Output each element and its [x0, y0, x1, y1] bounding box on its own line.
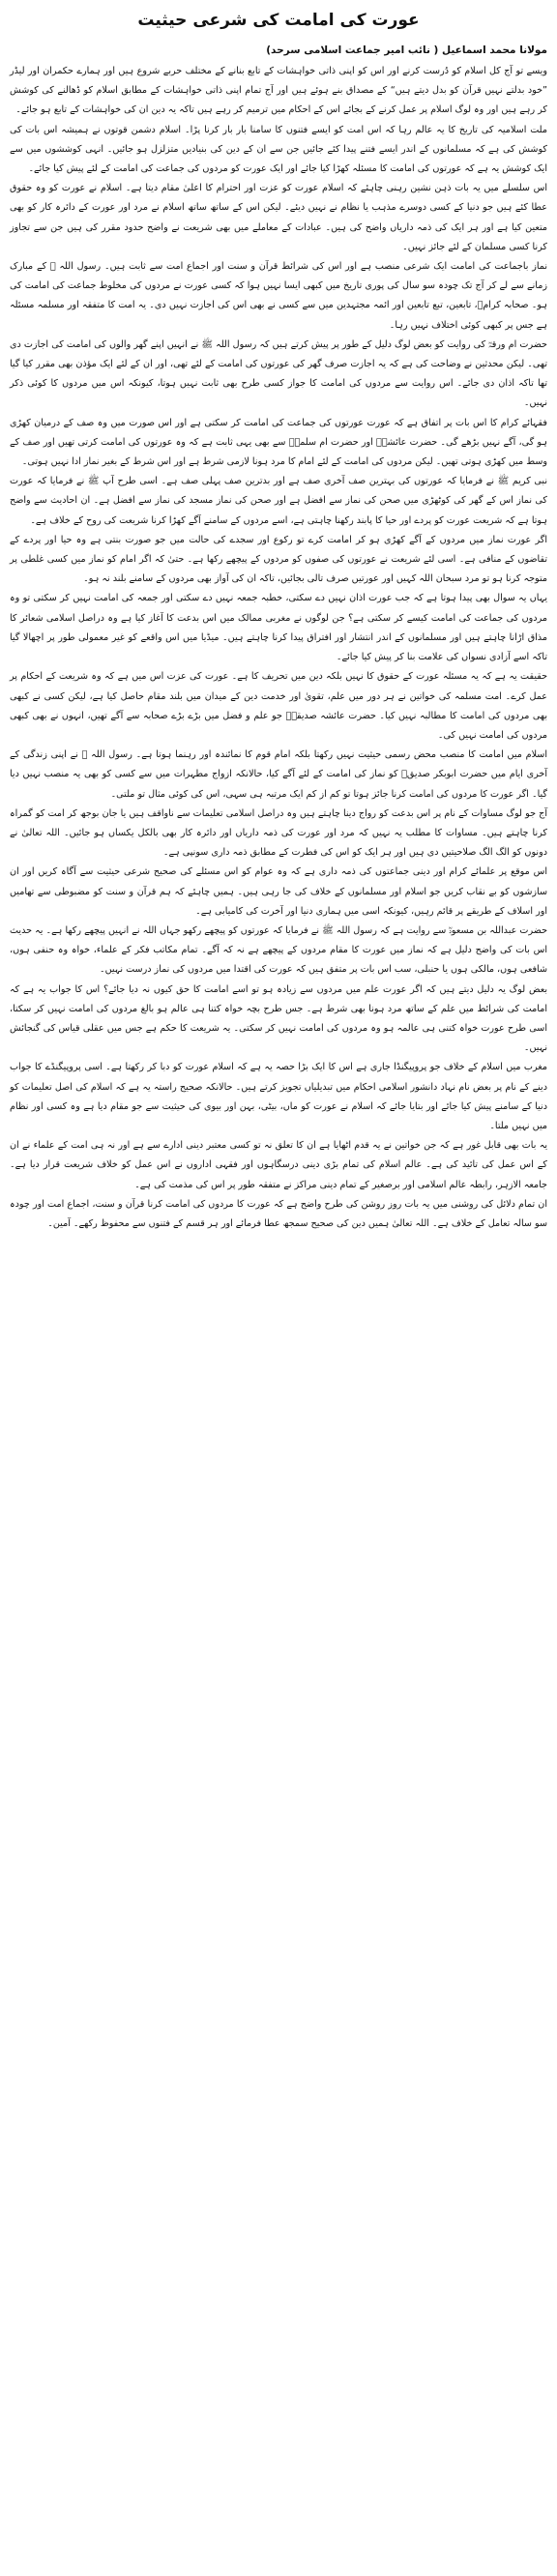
article-paragraph: فقہائے کرام کا اس بات پر اتفاق ہے کہ عورت عورتوں کی جماعت کی امامت کر سکتی ہے اور اس صورت میں وہ صف کے درمیان کھڑی ہو گی، آگے نہیں بڑھے گی۔ حضرت عائشہؓ اور حضرت ام سلمہؓ سے بھی یہی ثابت ہے کہ وہ عورتوں کی امامت کرتی تھیں اور صف کے وسط میں کھڑی ہوتی تھیں۔ لیکن مردوں کی امامت کے لئے امام کا مرد ہونا لازمی شرط ہے اور اس شرط کے بغیر نماز ادا نہیں ہوتی۔	[10, 417, 547, 468]
article-paragraph: حقیقت یہ ہے کہ یہ مسئلہ عورت کے حقوق کا نہیں بلکہ دین میں تحریف کا ہے۔ عورت کی عزت اس میں ہے کہ وہ شریعت کے احکام پر عمل کرے۔ امت مسلمہ کی خواتین نے ہر دور میں علم، تقویٰ اور خدمت دین کے میدان میں بلند مقام حاصل کیا ہے، لیکن کسی نے کبھی بھی مردوں کی امامت کا مطالبہ نہیں کیا۔ حضرت عائشہ صدیقہؓ جو علم و فضل میں بڑے بڑے صحابہ سے آگے تھیں، انہوں نے بھی کبھی مردوں کی امامت نہیں کی۔	[10, 671, 547, 741]
article-paragraph: ویسے تو آج کل اسلام کو دُرست کرنے اور اس کو اپنی ذاتی خواہشات کے تابع بنانے کے مختلف حربے شروع ہیں اور ہمارے حکمران اور لیڈر ”خود بدلتے نہیں قرآن کو بدل دیتے ہیں“ کے مصداق بنے ہوئے ہیں اور آج تمام اپنی ذاتی خواہشات کے مطابق اسلام کو ڈھالنے کی کوشش کر رہے ہیں اور وہ لوگ اسلام پر عمل کرنے کے بجائے اس کے احکام میں ترمیم کر رہے ہیں تاکہ یہ دین ان کی خواہشات کے تابع ہو جائے۔	[10, 66, 547, 116]
article-paragraph: مغرب میں اسلام کے خلاف جو پروپیگنڈا جاری ہے اس کا ایک بڑا حصہ یہ ہے کہ اسلام عورت کو دبا کر رکھتا ہے۔ اسی پروپیگنڈے کا جواب دینے کے نام پر بعض نام نہاد دانشور اسلامی احکام میں تبدیلیاں تجویز کرتے ہیں۔ حالانکہ صحیح راستہ یہ ہے کہ اسلام کی اصل تعلیمات کو دنیا کے سامنے پیش کیا جائے اور بتایا جائے کہ اسلام نے عورت کو ماں، بیٹی، بہن اور بیوی کی حیثیت سے جو مقام دیا ہے وہ کسی اور نظام میں نہیں ملتا۔	[10, 1062, 547, 1131]
article-paragraph: بعض لوگ یہ دلیل دیتے ہیں کہ اگر عورت علم میں مردوں سے زیادہ ہو تو اسے امامت کا حق کیوں نہ دیا جائے؟ اس کا جواب یہ ہے کہ امامت کی شرائط میں علم کے ساتھ مرد ہونا بھی شرط ہے۔ جس طرح بچہ خواہ کتنا ہی عالم ہو بالغ مردوں کی امامت نہیں کر سکتا، اسی طرح عورت خواہ کتنی ہی عالمہ ہو وہ مردوں کی امامت نہیں کر سکتی۔ یہ شریعت کا حکم ہے جس میں عقلی قیاس کی گنجائش نہیں۔	[10, 983, 547, 1054]
article-paragraph: نماز باجماعت کی امامت ایک شرعی منصب ہے اور اس کی شرائط قرآن و سنت اور اجماع امت سے ثابت ہیں۔ رسول اللہ ﷺ کے مبارک زمانے سے لے کر آج تک چودہ سو سال کی پوری تاریخ میں کبھی ایسا نہیں ہوا کہ کسی عورت نے مردوں کی مخلوط جماعت کی امامت کی ہو۔ صحابہ کرامؓ، تابعین، تبع تابعین اور ائمہ مجتہدین میں سے کسی نے بھی اس کی اجازت نہیں دی۔ یہ امت کا متفقہ اور مسلمہ مسئلہ ہے جس پر کبھی کوئی اختلاف نہیں رہا۔	[10, 261, 547, 331]
article-paragraph: اسلام میں امامت کا منصب محض رسمی حیثیت نہیں رکھتا بلکہ امام قوم کا نمائندہ اور رہنما ہوتا ہے۔ رسول اللہ ﷺ نے اپنی زندگی کے آخری ایام میں حضرت ابوبکر صدیقؓ کو نماز کی امامت کے لئے آگے کیا، حالانکہ ازواج مطہرات میں سے کسی کو بھی یہ منصب نہیں دیا گیا۔ اگر عورت کا مردوں کی امامت کرنا جائز ہوتا تو کم از کم ایک مرتبہ ہی سہی، اس کی کوئی مثال تو ملتی۔	[10, 749, 547, 800]
article-byline: مولانا محمد اسماعیل ( نائب امیر جماعت اسلامی سرحد)	[266, 44, 547, 56]
article-paragraph: اس موقع پر علمائے کرام اور دینی جماعتوں کی ذمہ داری ہے کہ وہ عوام کو اس مسئلے کی صحیح شرعی حیثیت سے آگاہ کریں اور ان سازشوں کو بے نقاب کریں جو اسلام اور مسلمانوں کے خلاف کی جا رہی ہیں۔ ہمیں چاہئے کہ ہم قرآن و سنت کو مضبوطی سے تھامیں اور اسلاف کے طریقے پر قائم رہیں، کیونکہ اسی میں ہماری دنیا اور آخرت کی کامیابی ہے۔	[10, 866, 547, 917]
article-paragraph: ان تمام دلائل کی روشنی میں یہ بات روز روشن کی طرح واضح ہے کہ عورت کا مردوں کی امامت کرنا قرآن و سنت، اجماع امت اور چودہ سو سالہ تعامل کے خلاف ہے۔ اللہ تعالیٰ ہمیں دین کی صحیح سمجھ عطا فرمائے اور ہر قسم کے فتنوں سے محفوظ رکھے۔ آمین۔	[10, 1198, 547, 1229]
article-paragraph: یہاں یہ سوال بھی پیدا ہوتا ہے کہ جب عورت اذان نہیں دے سکتی، خطبہ جمعہ نہیں دے سکتی اور جمعہ کی امامت نہیں کر سکتی تو وہ مردوں کی جماعت کی امامت کیسے کر سکتی ہے؟ جن لوگوں نے مغربی ممالک میں اس بدعت کا آغاز کیا ہے وہ دراصل اسلامی شعائر کا مذاق اڑانا چاہتے ہیں اور مسلمانوں کے اندر انتشار اور افتراق پیدا کرنا چاہتے ہیں۔ میڈیا میں اس واقعے کو غیر معمولی طور پر اچھالا گیا تاکہ اسے آزادی نسواں کی علامت بنا کر پیش کیا جائے۔	[10, 593, 547, 663]
article-paragraph: حضرت ام ورقہؓ کی روایت کو بعض لوگ دلیل کے طور پر پیش کرتے ہیں کہ رسول اللہ ﷺ نے انہیں اپنے گھر والوں کی امامت کی اجازت دی تھی۔ لیکن محدثین نے وضاحت کی ہے کہ یہ اجازت صرف گھر کی عورتوں کی امامت کے لئے تھی، اور ان کے لئے ایک مؤذن بھی مقرر کیا گیا تھا تاکہ اذان دی جائے۔ اس روایت سے مردوں کی امامت کا جواز کسی طرح بھی ثابت نہیں ہوتا، کیونکہ اس میں مردوں کا کوئی ذکر نہیں۔	[10, 338, 547, 409]
article-paragraph: اس سلسلے میں یہ بات ذہن نشین رہنی چاہئے کہ اسلام عورت کو عزت اور احترام کا اعلیٰ مقام دیتا ہے۔ اسلام نے عورت کو وہ حقوق عطا کئے ہیں جو دنیا کے کسی دوسرے مذہب یا نظام نے نہیں دیئے۔ لیکن اس کے ساتھ ساتھ اسلام نے مرد اور عورت کے دائرہ کار کو بھی متعین کیا ہے اور ہر ایک کی ذمہ داریاں واضح کی ہیں۔ عبادات کے معاملے میں بھی شریعت نے واضح حدود مقرر کی ہیں جن سے تجاوز کرنا کسی مسلمان کے لئے جائز نہیں۔	[10, 183, 547, 252]
article-paragraph: نبی کریم ﷺ نے فرمایا کہ عورتوں کی بہترین صف آخری صف ہے اور بدترین صف پہلی صف ہے۔ اسی طرح آپ ﷺ نے فرمایا کہ عورت کی نماز اس کے گھر کی کوٹھڑی میں صحن کی نماز سے افضل ہے اور صحن کی نماز مسجد کی نماز سے افضل ہے۔ ان احادیث سے واضح ہوتا ہے کہ شریعت عورت کو پردے اور حیا کا پابند رکھنا چاہتی ہے، اسے مردوں کے سامنے آگے کھڑا کرنا شریعت کی روح کے خلاف ہے۔	[10, 476, 547, 526]
article-paragraph: یہ بات بھی قابل غور ہے کہ جن خواتین نے یہ قدم اٹھایا ہے ان کا تعلق نہ تو کسی معتبر دینی ادارے سے ہے اور نہ ہی امت کے علماء نے ان کے اس عمل کی تائید کی ہے۔ عالم اسلام کی تمام بڑی دینی درسگاہوں اور فقہی اداروں نے اس عمل کو خلاف شریعت قرار دیا ہے۔ جامعہ الازہر، رابطہ عالم اسلامی اور برصغیر کے تمام دینی مراکز نے متفقہ طور پر اس کی مذمت کی ہے۔	[10, 1140, 547, 1190]
article-paragraph: حضرت عبداللہ بن مسعودؓ سے روایت ہے کہ رسول اللہ ﷺ نے فرمایا کہ عورتوں کو پیچھے رکھو جہاں اللہ نے انہیں پیچھے رکھا ہے۔ یہ حدیث اس بات کی واضح دلیل ہے کہ نماز میں عورت کا مقام مردوں کے پیچھے ہے نہ کہ آگے۔ تمام مکاتب فکر کے علماء، خواہ وہ حنفی ہوں، شافعی ہوں، مالکی ہوں یا حنبلی، سب اس بات پر متفق ہیں کہ عورت کی اقتدا میں مردوں کی نماز درست نہیں۔	[10, 924, 547, 976]
article-header	[10, 0, 547, 41]
article-paragraph: اگر عورت نماز میں مردوں کے آگے کھڑی ہو کر امامت کرے تو رکوع اور سجدے کی حالت میں جو صورت بنتی ہے وہ حیا اور پردے کے تقاضوں کے منافی ہے۔ اسی لئے شریعت نے عورتوں کی صفوں کو مردوں کے پیچھے رکھا ہے۔ حتیٰ کہ اگر امام کو نماز میں کسی غلطی پر متوجہ کرنا ہو تو مرد سبحان اللہ کہیں اور عورتیں صرف تالی بجائیں، تاکہ ان کی آواز بھی مردوں کے سامنے بلند نہ ہو۔	[10, 534, 547, 585]
article-paragraph: آج جو لوگ مساوات کے نام پر اس بدعت کو رواج دینا چاہتے ہیں وہ دراصل اسلامی تعلیمات سے ناواقف ہیں یا جان بوجھ کر امت کو گمراہ کرنا چاہتے ہیں۔ مساوات کا مطلب یہ نہیں کہ مرد اور عورت کی ذمہ داریاں اور دائرہ کار بھی بالکل یکساں ہو جائیں۔ اللہ تعالیٰ نے دونوں کو الگ الگ صلاحیتیں دی ہیں اور ہر ایک کو اس کی فطرت کے مطابق ذمہ داری سونپی ہے۔	[10, 807, 547, 859]
article-body	[10, 62, 547, 1234]
article-paragraph: ملت اسلامیہ کی تاریخ کا یہ عالم رہا کہ اس امت کو ایسے فتنوں کا سامنا بار بار کرنا پڑا۔ اسلام دشمن قوتوں نے ہمیشہ اس بات کی کوشش کی ہے کہ مسلمانوں کے اندر ایسے فتنے پیدا کئے جائیں جن سے ان کے دین کی بنیادیں متزلزل ہو جائیں۔ انہی کوششوں میں سے ایک کوشش یہ ہے کہ عورتوں کی امامت کا مسئلہ کھڑا کیا جائے اور ایک عورت کو مردوں کی جماعت کی امامت کے لئے پیش کیا جائے۔	[10, 124, 547, 175]
article-title: عورت کی امامت کی شرعی حیثیت	[137, 11, 420, 30]
